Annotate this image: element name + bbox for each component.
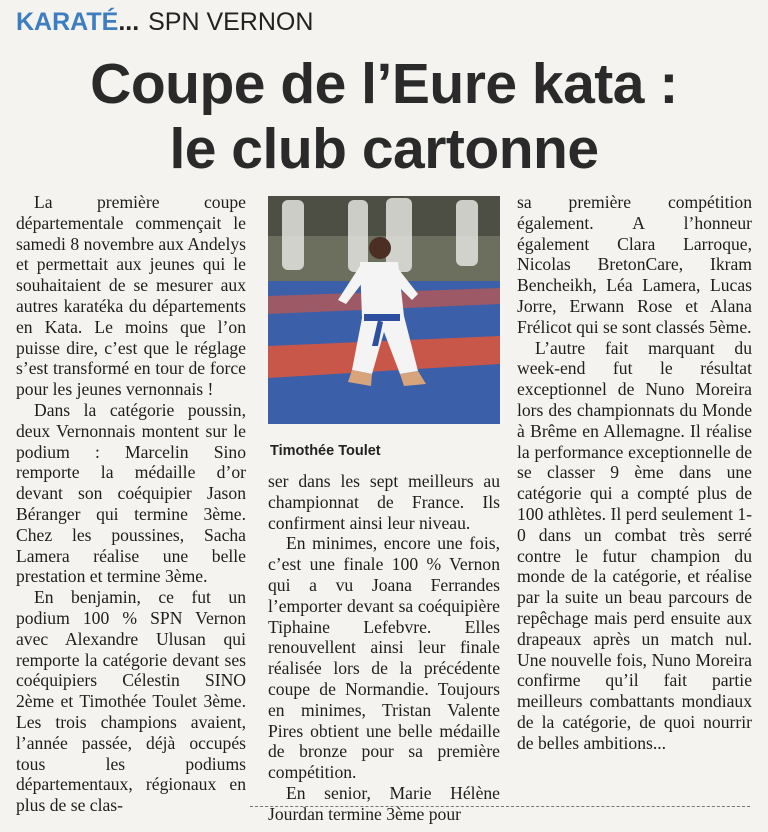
article-headline — [0, 52, 768, 182]
article-column-1 — [16, 192, 246, 816]
section-label: KARATÉ — [16, 8, 119, 36]
photo-caption: Timothée Toulet — [270, 443, 381, 459]
paragraph: En minimes, encore une fois, c’est une finale 100 % Vernon qui a vu Joana Ferrandes l’emporter devant sa coéquipière Tiphaine Lefebvre. Elles renouvellent ainsi leur finale réalisée lors de la précédente coupe de Normandie. Toujours en minimes, Tristan Valente Pires obtient une belle médaille de bronze pour sa première compétition. — [268, 533, 500, 783]
kicker-ellipsis: ... — [118, 8, 140, 36]
karateka-illustration — [268, 196, 500, 424]
bottom-divider — [250, 806, 750, 807]
paragraph: Dans la catégorie poussin, deux Vernonnais montent sur le podium : Marcelin Sino remporte la médaille d’or devant son coéquipier Jason Béranger qui termine 3ème. Chez les poussines, Sacha Lamera réalise une belle prestation et termine 3ème. — [16, 399, 246, 587]
karate-photo — [268, 196, 500, 424]
article-column-3 — [517, 192, 752, 754]
paragraph: ser dans les sept meilleurs au championnat de France. Ils confirment ainsi leur niveau. — [268, 471, 500, 533]
paragraph: En benjamin, ce fut un podium 100 % SPN Vernon avec Alexandre Ulusan qui remporte la catégorie devant ses coéquipiers Célestin SINO 2ème et Timothée Toulet 3ème. Les trois champions avaient, l’année passée, déjà occupés tous les podiums départementaux, régionaux en plus de se clas- — [16, 587, 246, 816]
section-kicker — [16, 6, 313, 38]
paragraph: L’autre fait marquant du week-end fut le résultat exceptionnel de Nuno Moreira lors des championnats du Monde à Brême en Allemagne. Il réalise la performance exceptionnelle de se classer 9 ème dans une catégorie qui a compté plus de 100 athlètes. Il perd seulement 1-0 dans un combat très serré contre le futur champion du monde de la catégorie, et réalise par la suite un beau parcours de repêchage mais perd ensuite aux drapeaux après un match nul. Une nouvelle fois, Nuno Moreira confirme qu’il fait partie meilleurs combattants mondiaux de la catégorie, de quoi nourrir de belles ambitions... — [517, 337, 752, 753]
paragraph: sa première compétition également. A l’honneur également Clara Larroque, Nicolas BretonCare, Ikram Bencheikh, Léa Lamera, Lucas Jorre, Erwann Rose et Alana Frélicot qui se sont classés 5ème. — [517, 192, 752, 337]
club-name: SPN VERNON — [148, 8, 314, 36]
article-column-2 — [268, 471, 500, 825]
headline-line-1: Coupe de l’Eure kata : — [90, 52, 678, 116]
headline-line-2: le club cartonne — [169, 117, 599, 181]
paragraph: La première coupe départementale commençait le samedi 8 novembre aux Andelys et permettait aux jeunes qui le souhaitaient de se mesurer aux autres karatéka du départements en Kata. Le moins que l’on puisse dire, c’est que le réglage s’est transformé en tour de force pour les jeunes vernonnais ! — [16, 192, 246, 400]
paragraph: En senior, Marie Hélène Jourdan termine 3ème pour — [268, 782, 500, 824]
